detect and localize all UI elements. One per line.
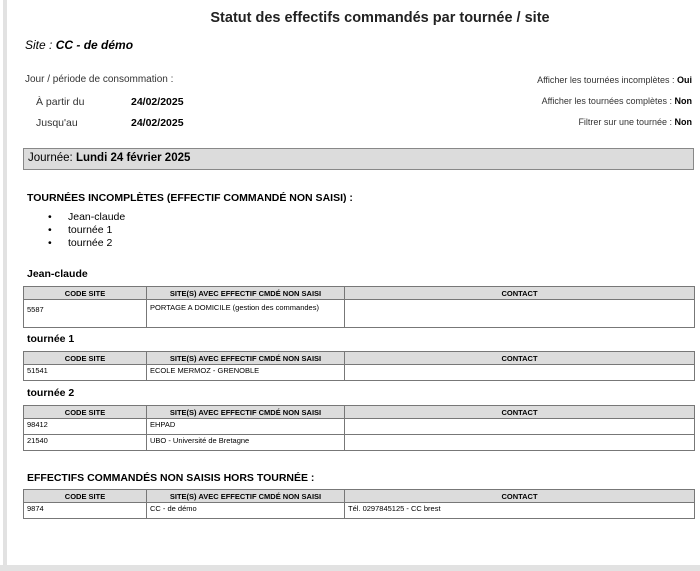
cell-site: PORTAGE A DOMICILE (gestion des commandes) [147, 300, 345, 328]
header-contact: CONTACT [345, 352, 695, 365]
list-item: • tournée 2 [48, 237, 125, 250]
day-header [23, 148, 694, 170]
header-sites: SITE(S) AVEC EFFECTIF CMDÉ NON SAISI [147, 406, 345, 419]
table-header-row [24, 490, 695, 503]
outside-title: EFFECTIFS COMMANDÉS NON SAISIS HORS TOURNÉE : [27, 472, 315, 484]
cell-site: CC - de démo [147, 503, 345, 519]
day-value: Lundi 24 février 2025 [75, 152, 191, 164]
cell-site: ECOLE MERMOZ - GRENOBLE [147, 365, 345, 381]
cell-contact [345, 300, 695, 328]
table-row [24, 435, 695, 451]
cell-contact: Tél. 0297845125 - CC brest [345, 503, 695, 519]
option-incomplete-label: Afficher les tournées incomplètes : [537, 75, 675, 85]
option-filter-value: Non [674, 117, 692, 127]
incomplete-list [48, 211, 125, 250]
table-jean-claude [23, 286, 695, 328]
table-row [24, 365, 695, 381]
page-bottom-border [0, 565, 700, 571]
cell-site: EHPAD [147, 419, 345, 435]
day-label: Journée: [28, 152, 73, 164]
cell-code: 98412 [24, 419, 147, 435]
cell-code: 9874 [24, 503, 147, 519]
header-code-site: CODE SITE [24, 490, 147, 503]
group-title-tournee-1: tournée 1 [27, 333, 75, 345]
cell-site: UBO - Université de Bretagne [147, 435, 345, 451]
table-header-row [24, 406, 695, 419]
period-from-label: À partir du [36, 96, 85, 108]
group-title-tournee-2: tournée 2 [27, 387, 75, 399]
cell-contact [345, 419, 695, 435]
option-filter [578, 117, 692, 127]
option-complete-label: Afficher les tournées complètes : [541, 96, 672, 106]
header-code-site: CODE SITE [24, 287, 147, 300]
header-sites: SITE(S) AVEC EFFECTIF CMDÉ NON SAISI [147, 490, 345, 503]
table-header-row [24, 352, 695, 365]
site-line [25, 38, 133, 52]
period-label: Jour / période de consommation : [25, 74, 174, 85]
report-title: Statut des effectifs commandés par tournée / site [210, 10, 550, 26]
option-filter-label: Filtrer sur une tournée : [578, 117, 672, 127]
cell-contact [345, 365, 695, 381]
option-complete [542, 96, 692, 106]
site-label: Site : [25, 38, 53, 52]
table-header-row [24, 287, 695, 300]
site-value: CC - de démo [55, 38, 134, 52]
cell-code: 51541 [24, 365, 147, 381]
table-row [24, 503, 695, 519]
cell-contact [345, 435, 695, 451]
group-title-jean-claude: Jean-claude [27, 268, 88, 280]
table-tournee-2 [23, 405, 695, 451]
table-tournee-1 [23, 351, 695, 381]
list-item: • tournée 1 [48, 224, 125, 237]
header-sites: SITE(S) AVEC EFFECTIF CMDÉ NON SAISI [147, 287, 345, 300]
cell-code: 5587 [24, 300, 147, 328]
period-from-value: 24/02/2025 [131, 96, 184, 108]
header-code-site: CODE SITE [24, 406, 147, 419]
header-contact: CONTACT [345, 287, 695, 300]
table-row [24, 300, 695, 328]
header-sites: SITE(S) AVEC EFFECTIF CMDÉ NON SAISI [147, 352, 345, 365]
list-item: • Jean-claude [48, 211, 125, 224]
option-complete-value: Non [674, 96, 692, 106]
header-code-site: CODE SITE [24, 352, 147, 365]
header-contact: CONTACT [345, 490, 695, 503]
page-left-border [3, 0, 7, 571]
period-to-value: 24/02/2025 [131, 117, 184, 129]
period-to-label: Jusqu'au [36, 117, 78, 129]
incomplete-title: TOURNÉES INCOMPLÈTES (EFFECTIF COMMANDÉ NON SAISI) : [27, 192, 353, 204]
table-row [24, 419, 695, 435]
cell-code: 21540 [24, 435, 147, 451]
header-contact: CONTACT [345, 406, 695, 419]
option-incomplete [537, 75, 692, 85]
option-incomplete-value: Oui [677, 75, 692, 85]
table-outside [23, 489, 695, 519]
